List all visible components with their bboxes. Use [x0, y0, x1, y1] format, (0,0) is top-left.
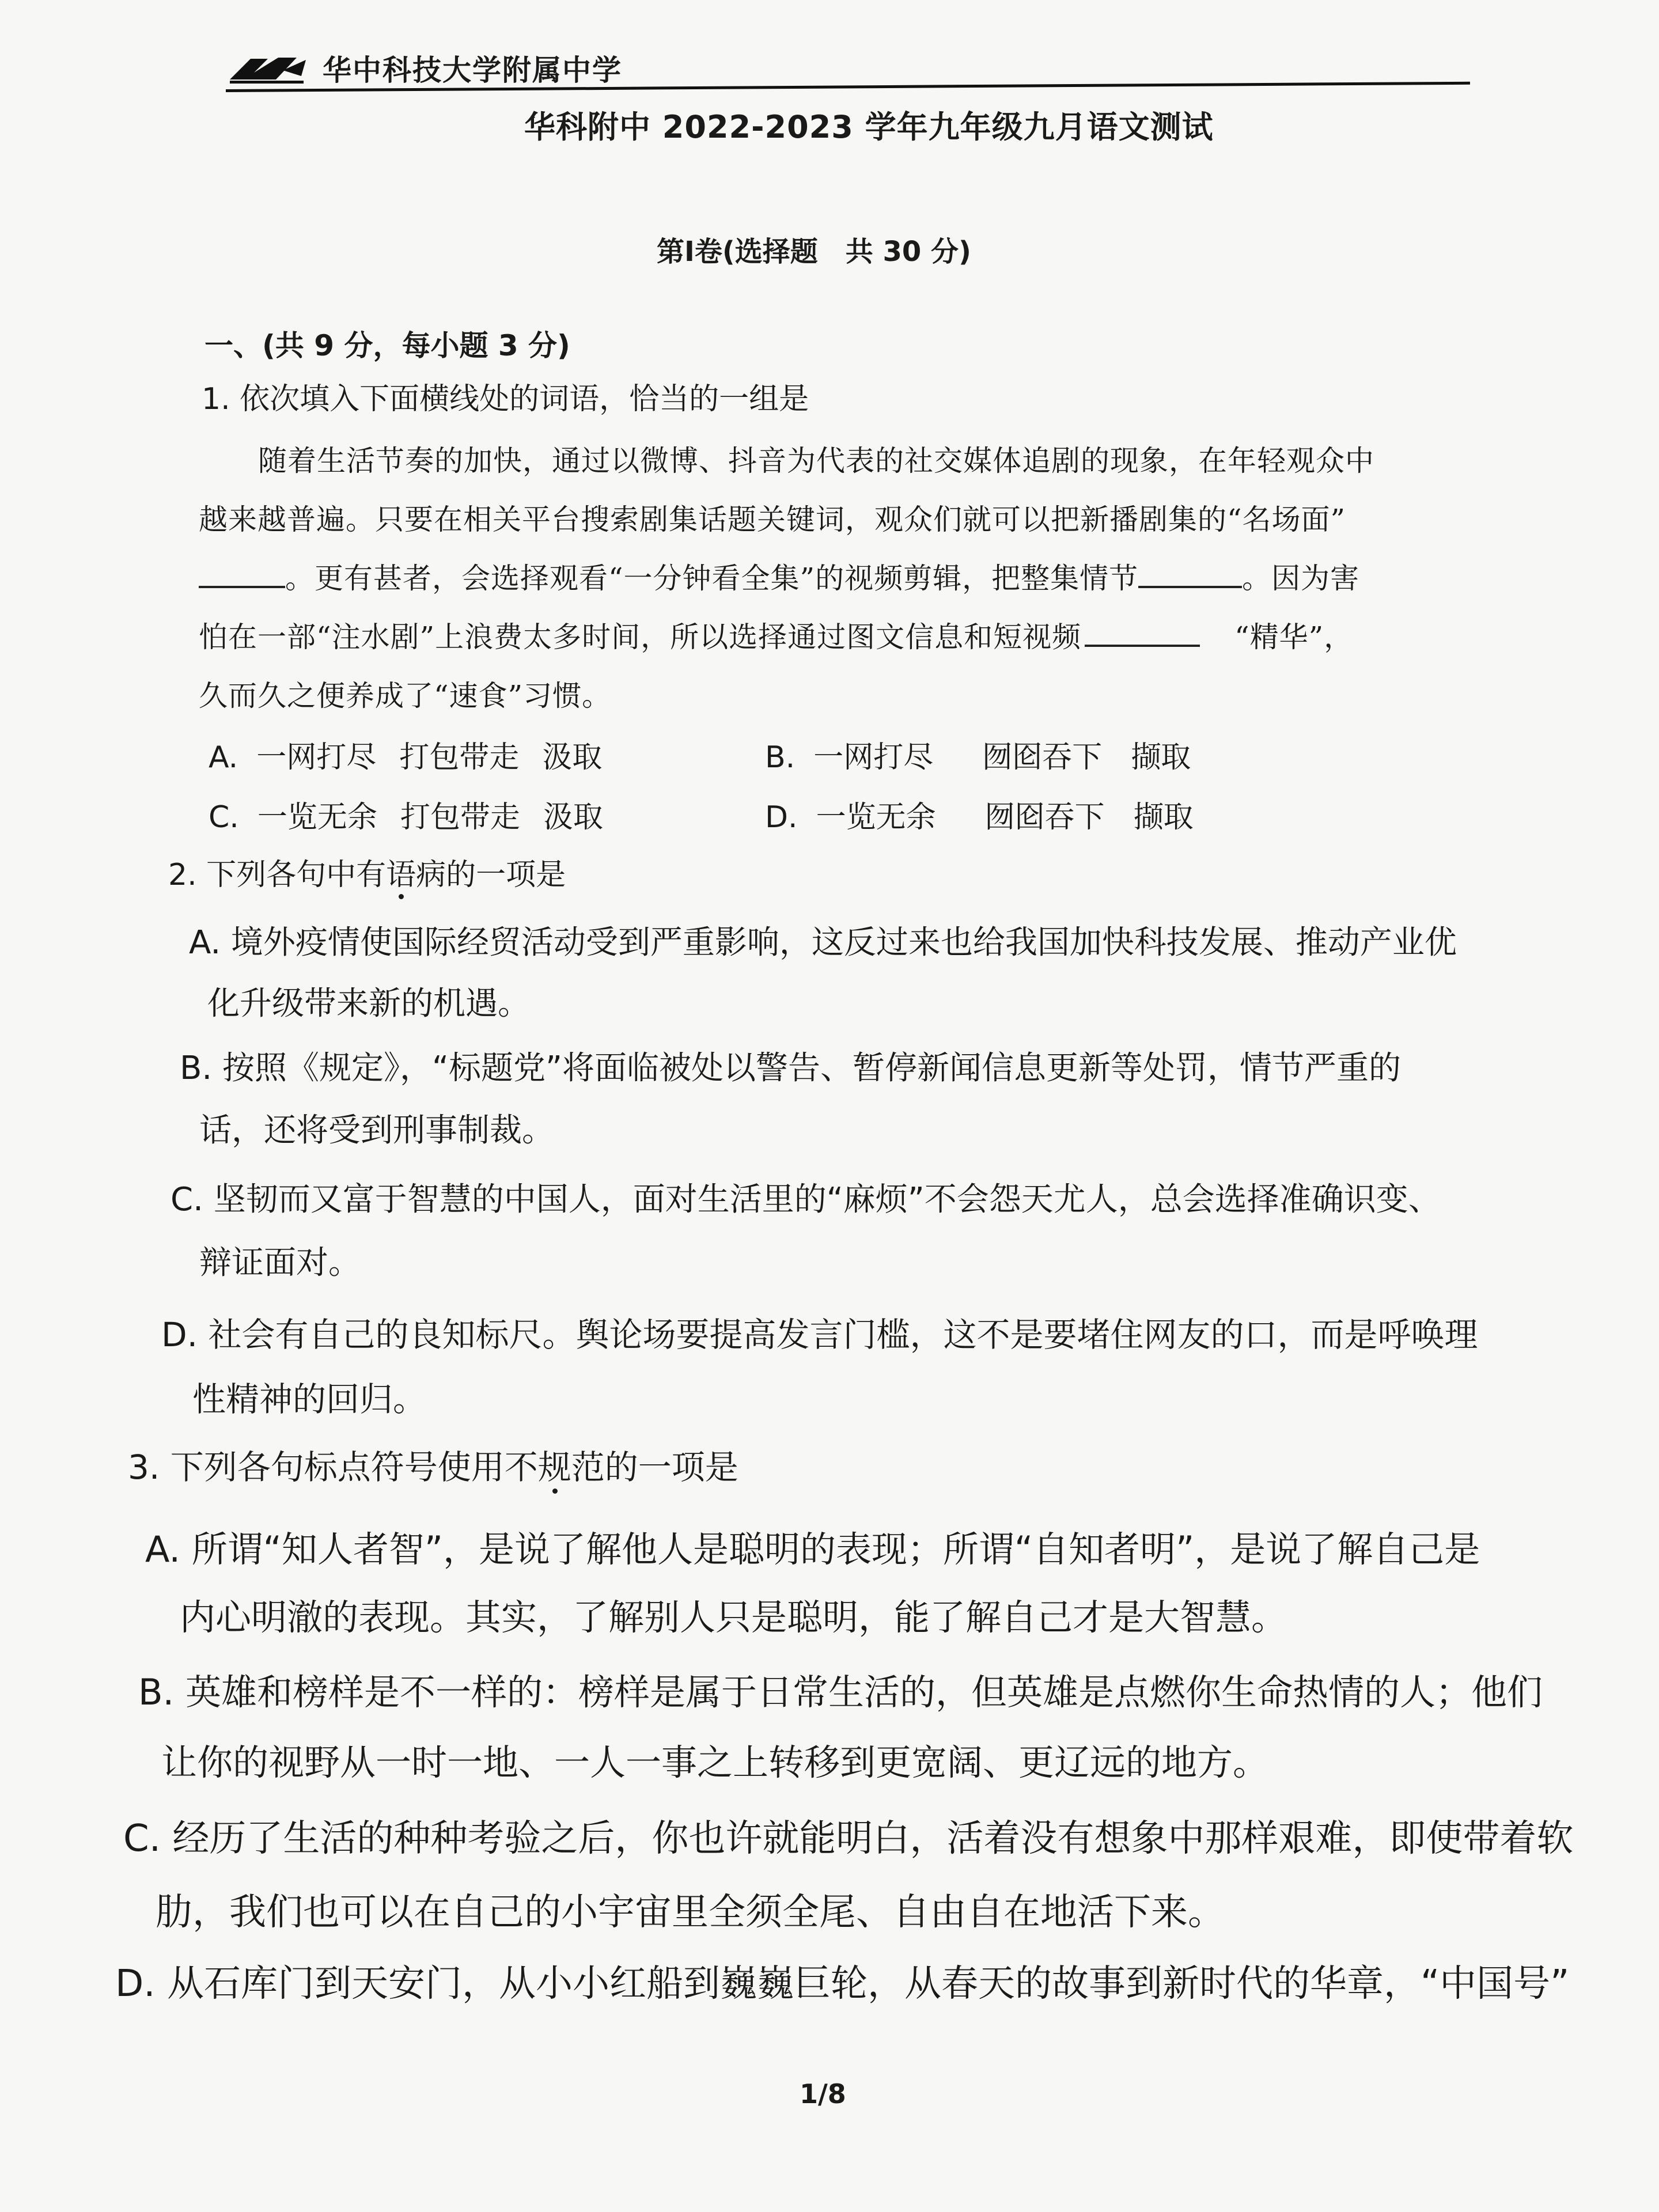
question-2-stem: 2. 下列各句中有语病的一项是 [168, 858, 566, 892]
q2-option-b-line-2: 话，还将受到刑事制裁。 [199, 1112, 554, 1149]
q2-option-d-line-2: 性精神的回归。 [192, 1380, 427, 1419]
q1-option-c[interactable]: C. 一览无余 打包带走 汲取 [209, 800, 603, 835]
school-logo-icon [228, 53, 308, 85]
question-3-stem: 3. 下列各句标点符号使用不规范的一项是 [128, 1448, 738, 1487]
q1-option-a[interactable]: A. 一网打尽 打包带走 汲取 [209, 740, 603, 775]
passage-line-5: 久而久之便养成了“速食”习惯。 [199, 679, 612, 713]
volume-title: 第Ⅰ卷(选择题 共 30 分) [657, 236, 971, 268]
emphasis-dots: 有语病 [356, 858, 446, 892]
q3-option-a-line-1[interactable]: A. 所谓“知人者智”，是说了解他人是聪明的表现；所谓“自知者明”，是说了解自己是 [145, 1528, 1480, 1570]
q3-option-a-line-2: 内心明澈的表现。其实，了解别人只是聪明，能了解自己才是大智慧。 [180, 1596, 1287, 1638]
q1-option-d[interactable]: D. 一览无余 囫囵吞下 撷取 [765, 800, 1194, 835]
answer-blank-2[interactable] [1138, 563, 1242, 588]
school-name: 华中科技大学附属中学 [323, 54, 622, 87]
q2-option-c-line-2: 辩证面对。 [199, 1244, 361, 1282]
q3-option-c-line-2: 肋，我们也可以在自己的小宇宙里全须全尾、自由自在地活下来。 [156, 1891, 1225, 1934]
answer-blank-3[interactable] [1085, 622, 1200, 647]
question-1-stem: 1. 依次填入下面横线处的词语，恰当的一组是 [202, 382, 809, 416]
q3-option-c-line-1[interactable]: C. 经历了生活的种种考验之后，你也许就能明白，活着没有想象中那样艰难，即使带着软 [123, 1817, 1574, 1860]
passage-line-2: 越来越普遍。只要在相关平台搜索剧集话题关键词，观众们就可以把新播剧集的“名场面” [199, 503, 1346, 536]
answer-blank-1[interactable] [199, 563, 285, 588]
q2-option-a-line-1[interactable]: A. 境外疫情使国际经贸活动受到严重影响，这反过来也给我国加快科技发展、推动产业优 [189, 924, 1457, 961]
q2-option-a-line-2: 化升级带来新的机遇。 [207, 985, 530, 1022]
passage-line-1: 随着生活节奏的加快，通过以微博、抖音为代表的社交媒体追剧的现象，在年轻观众中 [258, 444, 1374, 478]
q3-option-b-line-1[interactable]: B. 英雄和榜样是不一样的：榜样是属于日常生活的，但英雄是点燃你生命热情的人；他们 [138, 1671, 1543, 1713]
passage-line-4: 怕在一部“注水剧”上浪费太多时间，所以选择通过图文信息和短视频 “精华”， [199, 620, 1354, 654]
exam-title: 华科附中 2022-2023 学年九年级九月语文测试 [524, 109, 1214, 145]
passage-line-3: 。更有甚者，会选择观看“一分钟看全集”的视频剪辑，把整集情节 。因为害 [199, 555, 1359, 597]
q2-option-c-line-1[interactable]: C. 坚韧而又富于智慧的中国人，面对生活里的“麻烦”不会怨天尤人，总会选择准确识变、 [171, 1181, 1441, 1218]
q3-option-d-line-1[interactable]: D. 从石库门到天安门，从小小红船到巍巍巨轮，从春天的故事到新时代的华章，“中国号” [115, 1963, 1570, 2005]
emphasis-dots: 不规范 [504, 1448, 605, 1487]
q2-option-d-line-1[interactable]: D. 社会有自己的良知标尺。舆论场要提高发言门槛，这不是要堵住网友的口，而是呼唤理 [161, 1315, 1478, 1354]
q2-option-b-line-1[interactable]: B. 按照《规定》，“标题党”将面临被处以警告、暂停新闻信息更新等处罚，情节严重的 [180, 1050, 1402, 1087]
q3-option-b-line-2: 让你的视野从一时一地、一人一事之上转移到更宽阔、更辽远的地方。 [161, 1741, 1269, 1783]
section-heading: 一、(共 9 分，每小题 3 分) [204, 329, 570, 362]
q1-option-b[interactable]: B. 一网打尽 囫囵吞下 撷取 [765, 740, 1191, 775]
page-number: 1/8 [800, 2078, 846, 2109]
